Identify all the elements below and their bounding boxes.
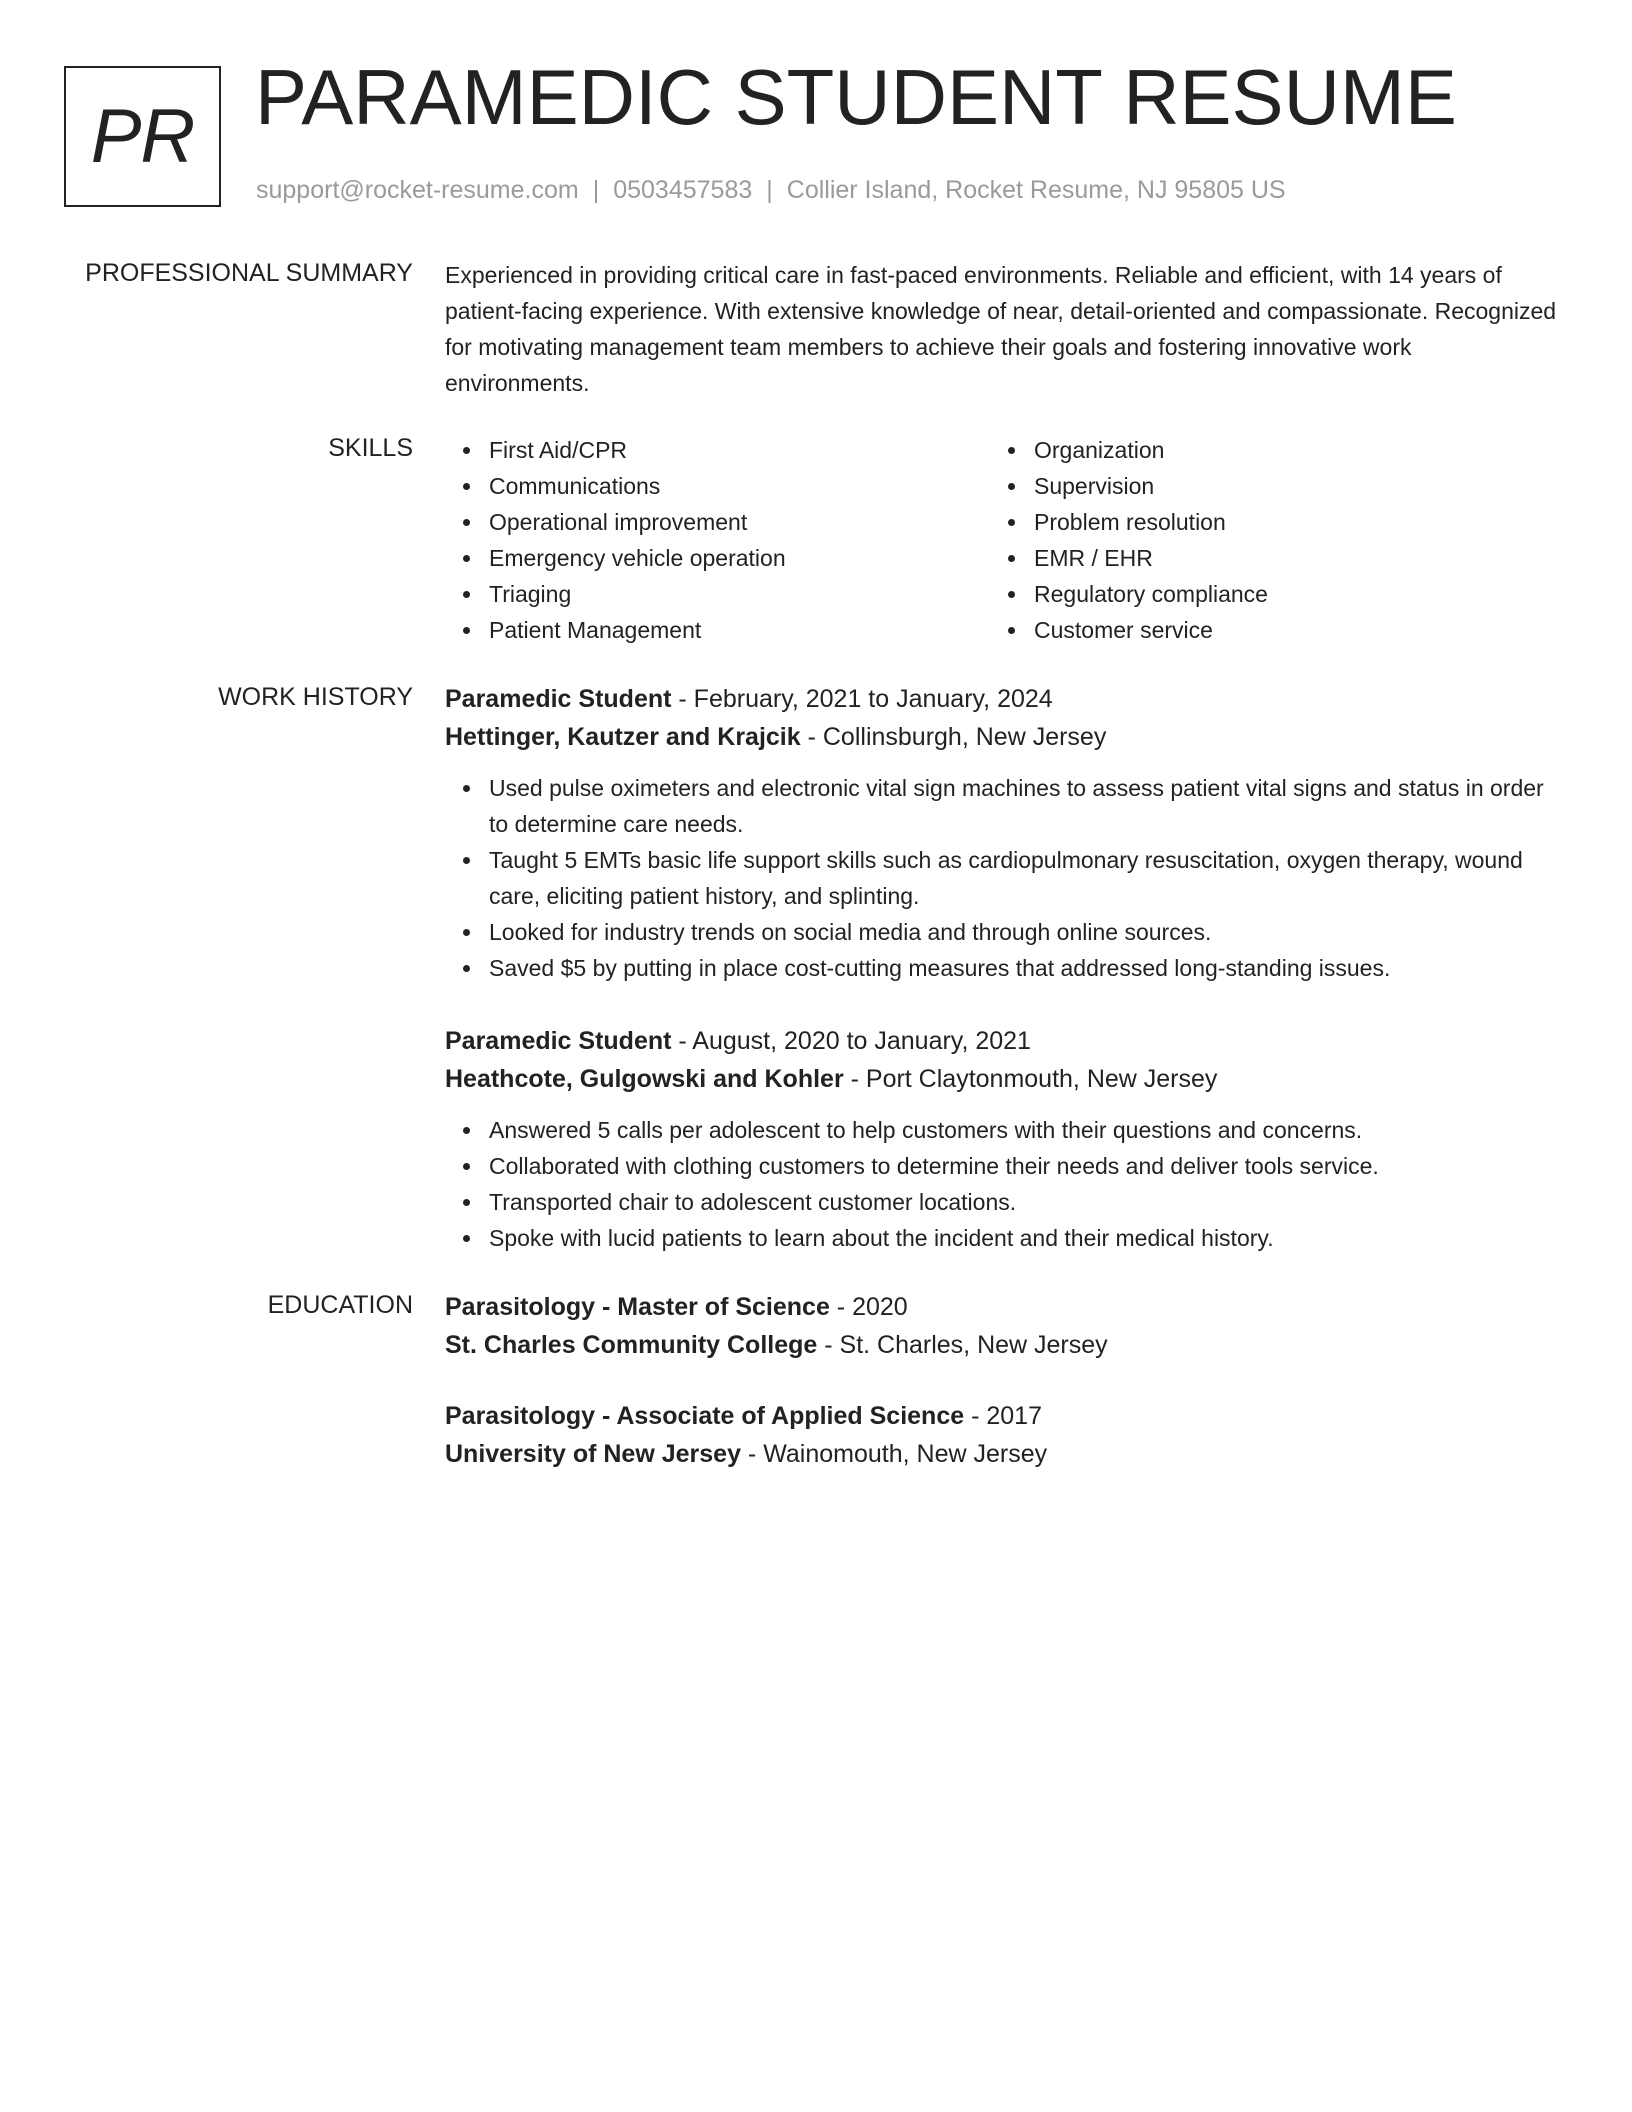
job-dates: - February, 2021 to January, 2024 (671, 685, 1053, 713)
skills-body (445, 432, 1560, 648)
job-dates: - August, 2020 to January, 2021 (671, 1027, 1031, 1055)
job-company: Heathcote, Gulgowski and Kohler (445, 1065, 844, 1093)
work-body (445, 680, 1560, 1256)
job-company-line (445, 1060, 1560, 1098)
job-bullet: Spoke with lucid patients to learn about the incident and their medical history. (489, 1220, 1560, 1256)
job-location: - Collinsburgh, New Jersey (800, 723, 1107, 751)
job-bullet: Used pulse oximeters and electronic vital sign machines to assess patient vital signs and status in order to determine care needs. (489, 770, 1560, 842)
education-body (445, 1288, 1560, 1473)
edu-school: University of New Jersey (445, 1440, 741, 1468)
edu-school: St. Charles Community College (445, 1331, 818, 1359)
job-title: Paramedic Student (445, 1027, 672, 1055)
job-company: Hettinger, Kautzer and Krajcik (445, 723, 801, 751)
skill-item: Customer service (1034, 612, 1535, 648)
skill-item: Communications (489, 468, 990, 504)
skills-list-left (445, 432, 990, 648)
section-label-education: EDUCATION (267, 1291, 413, 1319)
edu-location: - St. Charles, New Jersey (817, 1331, 1108, 1359)
contact-separator: | (592, 176, 600, 204)
edu-year: - 2020 (829, 1293, 908, 1321)
monogram-initials: PR (90, 93, 195, 179)
education-entry (445, 1397, 1560, 1473)
job-bullet: Looked for industry trends on social media and through online sources. (489, 914, 1560, 950)
contact-separator: | (766, 176, 773, 204)
page-title: PARAMEDIC STUDENT RESUME (255, 53, 1457, 141)
job-title-line (445, 1022, 1560, 1060)
skill-item: EMR / EHR (1034, 540, 1535, 576)
skill-item: Triaging (489, 576, 990, 612)
job-bullet: Taught 5 EMTs basic life support skills such as cardiopulmonary resuscitation, oxygen therapy, wound care, eliciting patient history, and splinting. (489, 842, 1560, 914)
summary-body (445, 257, 1560, 401)
edu-degree: Parasitology - Master of Science (445, 1293, 830, 1321)
job-bullets (445, 1112, 1560, 1256)
section-label-skills: SKILLS (328, 434, 413, 462)
job-location: - Port Claytonmouth, New Jersey (843, 1065, 1218, 1093)
section-label-work: WORK HISTORY (218, 683, 413, 711)
skills-list-right (990, 432, 1535, 648)
job-bullet: Collaborated with clothing customers to determine their needs and deliver tools service. (489, 1148, 1560, 1184)
skill-item: Patient Management (489, 612, 990, 648)
summary-text: Experienced in providing critical care in fast-paced environments. Reliable and efficient, with 14 years of patient-facing experience. With extensive knowledge of near, detail-oriented and compassionate. Recognized for motivating management team members to achieve their goals and fostering innovative work environments. (445, 262, 1557, 396)
edu-degree: Parasitology - Associate of Applied Science (445, 1402, 965, 1430)
job-bullets (445, 770, 1560, 986)
edu-location: - Wainomouth, New Jersey (740, 1440, 1048, 1468)
job-bullet: Transported chair to adolescent customer locations. (489, 1184, 1560, 1220)
skill-item: Supervision (1034, 468, 1535, 504)
job-title: Paramedic Student (445, 685, 672, 713)
edu-school-line (445, 1326, 1560, 1364)
skill-item: Problem resolution (1034, 504, 1535, 540)
monogram-box (64, 66, 221, 207)
skill-item: Emergency vehicle operation (489, 540, 990, 576)
skill-item: Organization (1034, 432, 1535, 468)
contact-line (256, 175, 1286, 205)
edu-school-line (445, 1435, 1560, 1473)
contact-phone: 0503457583 (613, 176, 753, 204)
job-bullet: Answered 5 calls per adolescent to help customers with their questions and concerns. (489, 1112, 1560, 1148)
job-entry (445, 680, 1560, 986)
contact-address: Collier Island, Rocket Resume, NJ 95805 US (786, 176, 1286, 204)
skills-columns (445, 432, 1560, 648)
edu-degree-line (445, 1288, 1560, 1326)
job-company-line (445, 718, 1560, 756)
contact-email: support@rocket-resume.com (256, 176, 579, 204)
skill-item: First Aid/CPR (489, 432, 990, 468)
section-label-summary: PROFESSIONAL SUMMARY (85, 259, 413, 287)
skill-item: Operational improvement (489, 504, 990, 540)
skill-item: Regulatory compliance (1034, 576, 1535, 612)
job-entry (445, 1022, 1560, 1256)
education-entry (445, 1288, 1560, 1364)
edu-year: - 2017 (964, 1402, 1042, 1430)
job-title-line (445, 680, 1560, 718)
job-bullet: Saved $5 by putting in place cost-cutting measures that addressed long-standing issues. (489, 950, 1560, 986)
edu-degree-line (445, 1397, 1560, 1435)
